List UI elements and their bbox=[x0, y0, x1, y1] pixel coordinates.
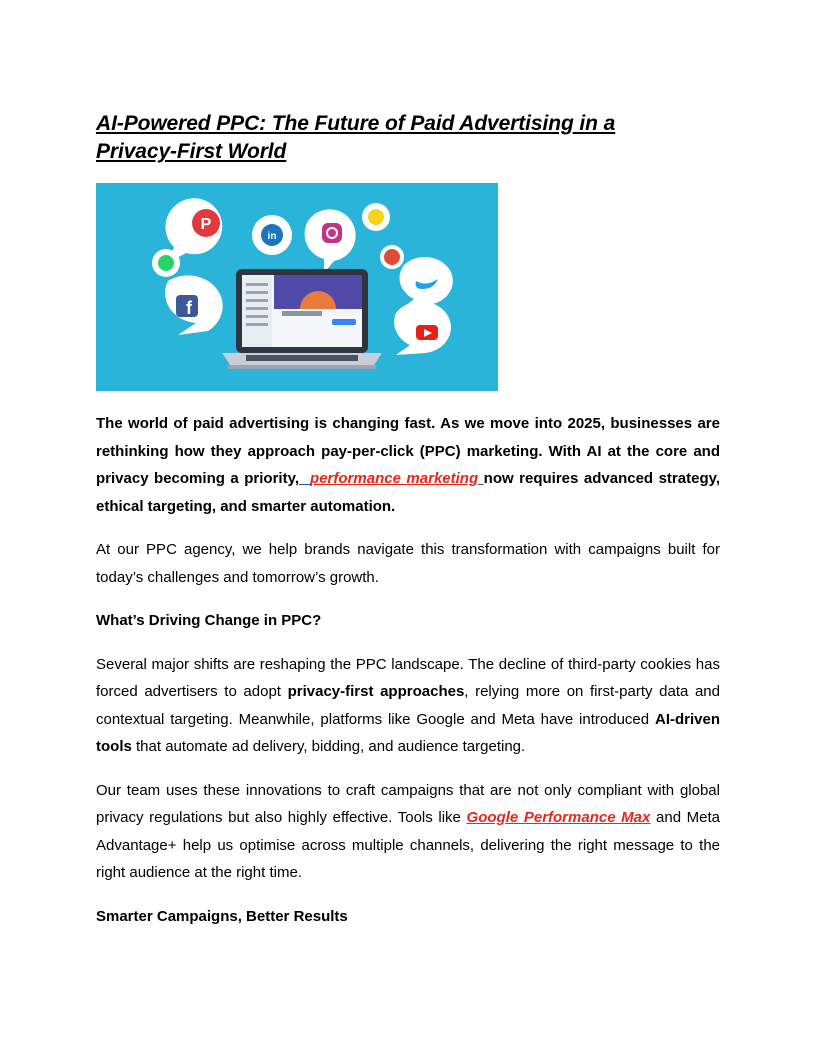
shifts-text-1: Several major shifts are reshaping the PPC landscape. The decline of third-party cookies has forced advertisers to adopt bbox=[96, 655, 720, 700]
svg-text:f: f bbox=[186, 298, 192, 318]
intro-text-2: now requires advanced strategy, ethical targeting, and smarter automation. bbox=[96, 470, 721, 515]
svg-text:in: in bbox=[267, 231, 277, 242]
ai-driven-tools-emphasis: AI-driven tools bbox=[96, 710, 721, 755]
google-plus-icon bbox=[384, 249, 400, 265]
privacy-first-emphasis: privacy-first approaches bbox=[287, 683, 465, 700]
shifts-text-3: that automate ad delivery, bidding, and audience targeting. bbox=[136, 738, 526, 755]
google-performance-max-link[interactable]: Google Performance Max bbox=[466, 809, 651, 826]
intro-text-1: The world of paid advertising is changing fast. As we move into 2025, businesses are rethinking how they approach pay-per-click (PPC) marketing. With AI at the core and privacy becoming a priority, bbox=[96, 415, 720, 487]
heading-smarter-campaigns: Smarter Campaigns, Better Results bbox=[96, 907, 348, 925]
social-media-laptop-illustration bbox=[96, 183, 498, 391]
snapchat-icon bbox=[368, 209, 384, 225]
document-page bbox=[96, 110, 720, 930]
intro-paragraph bbox=[96, 410, 720, 520]
team-text-2: and Meta Advantage+ help us optimise across multiple channels, delivering the right message to the right audience at the right time. bbox=[96, 809, 721, 881]
shifts-paragraph bbox=[96, 651, 720, 761]
agency-paragraph: At our PPC agency, we help brands navigate this transformation with campaigns built for today’s challenges and tomorrow’s growth. bbox=[96, 541, 720, 586]
shifts-text-2: , relying more on first-party data and contextual targeting. Meanwhile, platforms like Google and Meta have introduced bbox=[96, 683, 720, 728]
performance-marketing-link[interactable]: performance marketing bbox=[310, 470, 479, 487]
page-title bbox=[96, 110, 720, 166]
instagram-icon bbox=[322, 223, 342, 243]
hero-image bbox=[96, 183, 498, 391]
team-paragraph bbox=[96, 777, 720, 887]
team-text-1: Our team uses these innovations to craft campaigns that are not only compliant with global privacy regulations but also highly effective. Tools like bbox=[96, 781, 720, 826]
title-line-1: AI-Powered PPC: The Future of Paid Advertising in a bbox=[96, 112, 616, 135]
heading-driving-change: What’s Driving Change in PPC? bbox=[96, 612, 322, 629]
title-line-2: Privacy-First World bbox=[96, 140, 287, 163]
whatsapp-icon bbox=[158, 255, 174, 271]
svg-text:P: P bbox=[200, 216, 212, 233]
